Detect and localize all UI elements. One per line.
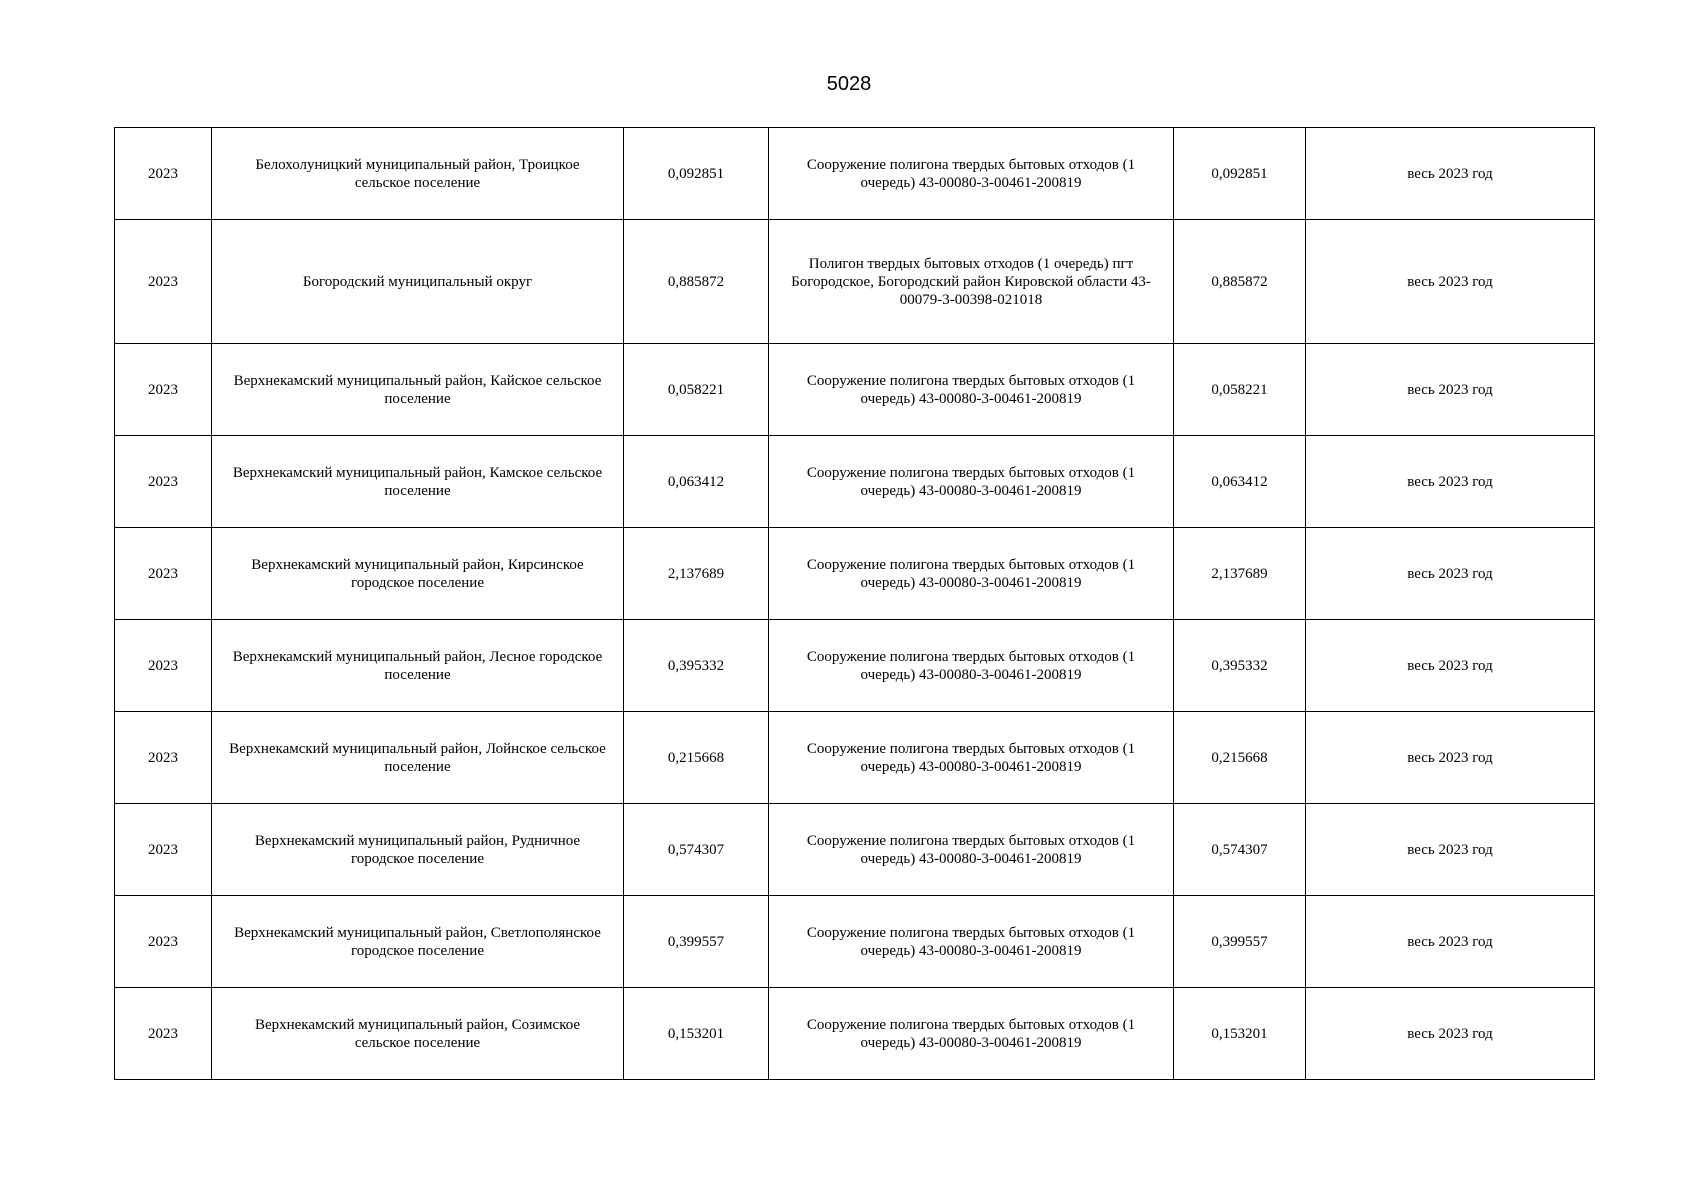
table-row bbox=[115, 620, 1595, 712]
municipality-cell: Верхнекамский муниципальный район, Лесное городское поселение bbox=[212, 620, 624, 712]
facility-cell: Сооружение полигона твердых бытовых отходов (1 очередь) 43-00080-3-00461-200819 bbox=[769, 712, 1174, 804]
facility-cell: Сооружение полигона твердых бытовых отходов (1 очередь) 43-00080-3-00461-200819 bbox=[769, 436, 1174, 528]
data-table bbox=[114, 127, 1595, 1080]
period-cell: весь 2023 год bbox=[1306, 620, 1595, 712]
municipality-cell: Белохолуницкий муниципальный район, Троицкое сельское поселение bbox=[212, 128, 624, 220]
period-cell: весь 2023 год bbox=[1306, 896, 1595, 988]
period-cell: весь 2023 год bbox=[1306, 712, 1595, 804]
value2-cell: 0,153201 bbox=[1174, 988, 1306, 1080]
value-cell: 0,395332 bbox=[624, 620, 769, 712]
value2-cell: 0,574307 bbox=[1174, 804, 1306, 896]
value2-cell: 2,137689 bbox=[1174, 528, 1306, 620]
period-cell: весь 2023 год bbox=[1306, 344, 1595, 436]
year-cell: 2023 bbox=[115, 528, 212, 620]
facility-cell: Сооружение полигона твердых бытовых отходов (1 очередь) 43-00080-3-00461-200819 bbox=[769, 620, 1174, 712]
table-row bbox=[115, 988, 1595, 1080]
municipality-cell: Верхнекамский муниципальный район, Светлополянское городское поселение bbox=[212, 896, 624, 988]
value-cell: 0,058221 bbox=[624, 344, 769, 436]
facility-cell: Сооружение полигона твердых бытовых отходов (1 очередь) 43-00080-3-00461-200819 bbox=[769, 128, 1174, 220]
year-cell: 2023 bbox=[115, 896, 212, 988]
value-cell: 0,399557 bbox=[624, 896, 769, 988]
period-cell: весь 2023 год bbox=[1306, 528, 1595, 620]
facility-cell: Полигон твердых бытовых отходов (1 очередь) пгт Богородское, Богородский район Кировской области 43-00079-3-00398-021018 bbox=[769, 220, 1174, 344]
value2-cell: 0,092851 bbox=[1174, 128, 1306, 220]
value2-cell: 0,058221 bbox=[1174, 344, 1306, 436]
value-cell: 0,574307 bbox=[624, 804, 769, 896]
value2-cell: 0,395332 bbox=[1174, 620, 1306, 712]
value-cell: 0,092851 bbox=[624, 128, 769, 220]
year-cell: 2023 bbox=[115, 620, 212, 712]
value2-cell: 0,063412 bbox=[1174, 436, 1306, 528]
municipality-cell: Верхнекамский муниципальный район, Лойнское сельское поселение bbox=[212, 712, 624, 804]
table-row bbox=[115, 804, 1595, 896]
year-cell: 2023 bbox=[115, 804, 212, 896]
period-cell: весь 2023 год bbox=[1306, 804, 1595, 896]
table-row bbox=[115, 344, 1595, 436]
table-row bbox=[115, 436, 1595, 528]
table-row bbox=[115, 712, 1595, 804]
value2-cell: 0,399557 bbox=[1174, 896, 1306, 988]
period-cell: весь 2023 год bbox=[1306, 436, 1595, 528]
year-cell: 2023 bbox=[115, 436, 212, 528]
year-cell: 2023 bbox=[115, 128, 212, 220]
table-row bbox=[115, 128, 1595, 220]
period-cell: весь 2023 год bbox=[1306, 988, 1595, 1080]
value-cell: 0,153201 bbox=[624, 988, 769, 1080]
facility-cell: Сооружение полигона твердых бытовых отходов (1 очередь) 43-00080-3-00461-200819 bbox=[769, 528, 1174, 620]
table-row bbox=[115, 896, 1595, 988]
municipality-cell: Верхнекамский муниципальный район, Камское сельское поселение bbox=[212, 436, 624, 528]
year-cell: 2023 bbox=[115, 344, 212, 436]
table-row bbox=[115, 220, 1595, 344]
municipality-cell: Верхнекамский муниципальный район, Созимское сельское поселение bbox=[212, 988, 624, 1080]
facility-cell: Сооружение полигона твердых бытовых отходов (1 очередь) 43-00080-3-00461-200819 bbox=[769, 988, 1174, 1080]
value-cell: 0,063412 bbox=[624, 436, 769, 528]
municipality-cell: Верхнекамский муниципальный район, Кирсинское городское поселение bbox=[212, 528, 624, 620]
period-cell: весь 2023 год bbox=[1306, 220, 1595, 344]
facility-cell: Сооружение полигона твердых бытовых отходов (1 очередь) 43-00080-3-00461-200819 bbox=[769, 804, 1174, 896]
year-cell: 2023 bbox=[115, 220, 212, 344]
page-number: 5028 bbox=[826, 73, 872, 95]
municipality-cell: Верхнекамский муниципальный район, Рудничное городское поселение bbox=[212, 804, 624, 896]
value2-cell: 0,885872 bbox=[1174, 220, 1306, 344]
municipality-cell: Богородский муниципальный округ bbox=[212, 220, 624, 344]
table-row bbox=[115, 528, 1595, 620]
value2-cell: 0,215668 bbox=[1174, 712, 1306, 804]
value-cell: 0,215668 bbox=[624, 712, 769, 804]
year-cell: 2023 bbox=[115, 988, 212, 1080]
year-cell: 2023 bbox=[115, 712, 212, 804]
municipality-cell: Верхнекамский муниципальный район, Кайское сельское поселение bbox=[212, 344, 624, 436]
period-cell: весь 2023 год bbox=[1306, 128, 1595, 220]
value-cell: 0,885872 bbox=[624, 220, 769, 344]
value-cell: 2,137689 bbox=[624, 528, 769, 620]
facility-cell: Сооружение полигона твердых бытовых отходов (1 очередь) 43-00080-3-00461-200819 bbox=[769, 896, 1174, 988]
facility-cell: Сооружение полигона твердых бытовых отходов (1 очередь) 43-00080-3-00461-200819 bbox=[769, 344, 1174, 436]
